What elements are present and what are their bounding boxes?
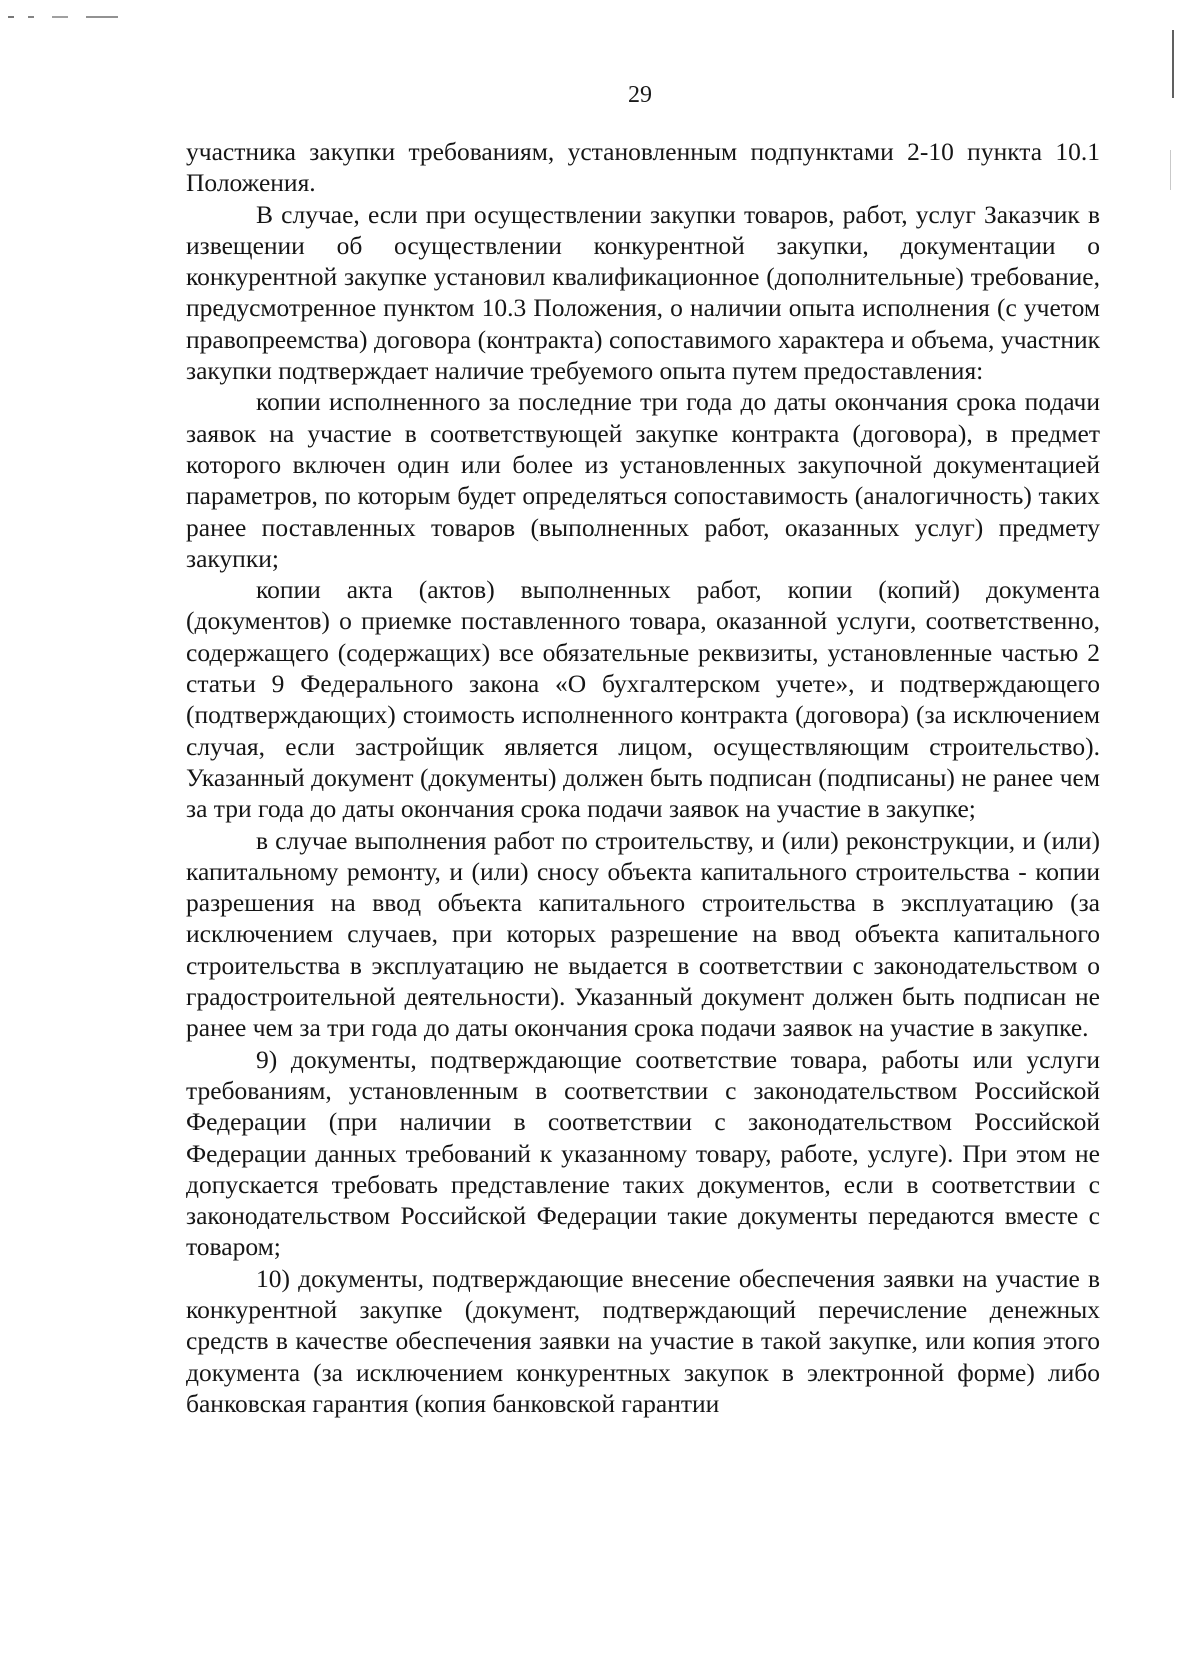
paragraph-acts-copies: копии акта (актов) выполненных работ, копии (копий) документа (документов) о приемке поставленного товара, оказанной услуги, соответственно, содержащего (содержащих) все обязательные реквизиты, установленные частью 2 статьи 9 Федерального закона «О бухгалтерском учете», и подтверждающего (подтверждающих) стоимость исполненного контракта (договора) (за исключением случая, если застройщик является лицом, осуществляющим строительство). Указанный документ (документы) должен быть подписан (подписаны) не ранее чем за три года до даты окончания срока подачи заявок на участие в закупке; [186, 575, 1100, 824]
paragraph-contract-copies: копии исполненного за последние три года до даты окончания срока подачи заявок на участие в соответствующей закупке контракта (договора), в предмет которого включен один или более из установленных закупочной документацией параметров, по которым будет определяться сопоставимость (аналогичность) таких ранее поставленных товаров (выполненных работ, оказанных услуг) предмету закупки; [186, 387, 1100, 573]
paragraph-item-9: 9) документы, подтверждающие соответствие товара, работы или услуги требованиям, установленным в соответствии с законодательством Российской Федерации (при наличии в соответствии с законодательством Российской Федерации данных требований к указанному товару, работе, услуге). При этом не допускается требовать представление таких документов, если в соответствии с законодательством Российской Федерации такие документы передаются вместе с товаром; [186, 1044, 1100, 1262]
page-number: 29 [628, 82, 652, 108]
paragraph-construction-permits: в случае выполнения работ по строительству, и (или) реконструкции, и (или) капитальному ремонту, и (или) сносу объекта капитального строительства - копии разрешения на ввод объекта капитального строительства в эксплуатацию (за исключением случаев, при которых разрешение на ввод объекта капитального строительства в эксплуатацию не выдается в соответствии с законодательством о градостроительной деятельности). Указанный документ должен быть подписан не ранее чем за три года до даты окончания срока подачи заявок на участие в закупке. [186, 825, 1100, 1043]
document-body [186, 136, 1100, 1419]
paragraph-qualification-requirement: В случае, если при осуществлении закупки товаров, работ, услуг Заказчик в извещении об осуществлении конкурентной закупки, документации о конкурентной закупке установил квалификационное (дополнительные) требование, предусмотренное пунктом 10.3 Положения, о наличии опыта исполнения (с учетом правопреемства) договора (контракта) сопоставимого характера и объема, участник закупки подтверждает наличие требуемого опыта путем предоставления: [186, 199, 1100, 386]
paragraph-continuation: участника закупки требованиям, установленным подпунктами 2-10 пункта 10.1 Положения. [186, 137, 1100, 198]
scan-artifact-top [8, 16, 118, 18]
paragraph-item-10: 10) документы, подтверждающие внесение обеспечения заявки на участие в конкурентной закупке (документ, подтверждающий перечисление денежных средств в качестве обеспечения заявки на участие в такой закупке, или копия этого документа (за исключением конкурентных закупок в электронной форме) либо банковская гарантия (копия банковской гарантии [186, 1263, 1100, 1418]
scan-artifact-right-faint [1170, 150, 1171, 190]
